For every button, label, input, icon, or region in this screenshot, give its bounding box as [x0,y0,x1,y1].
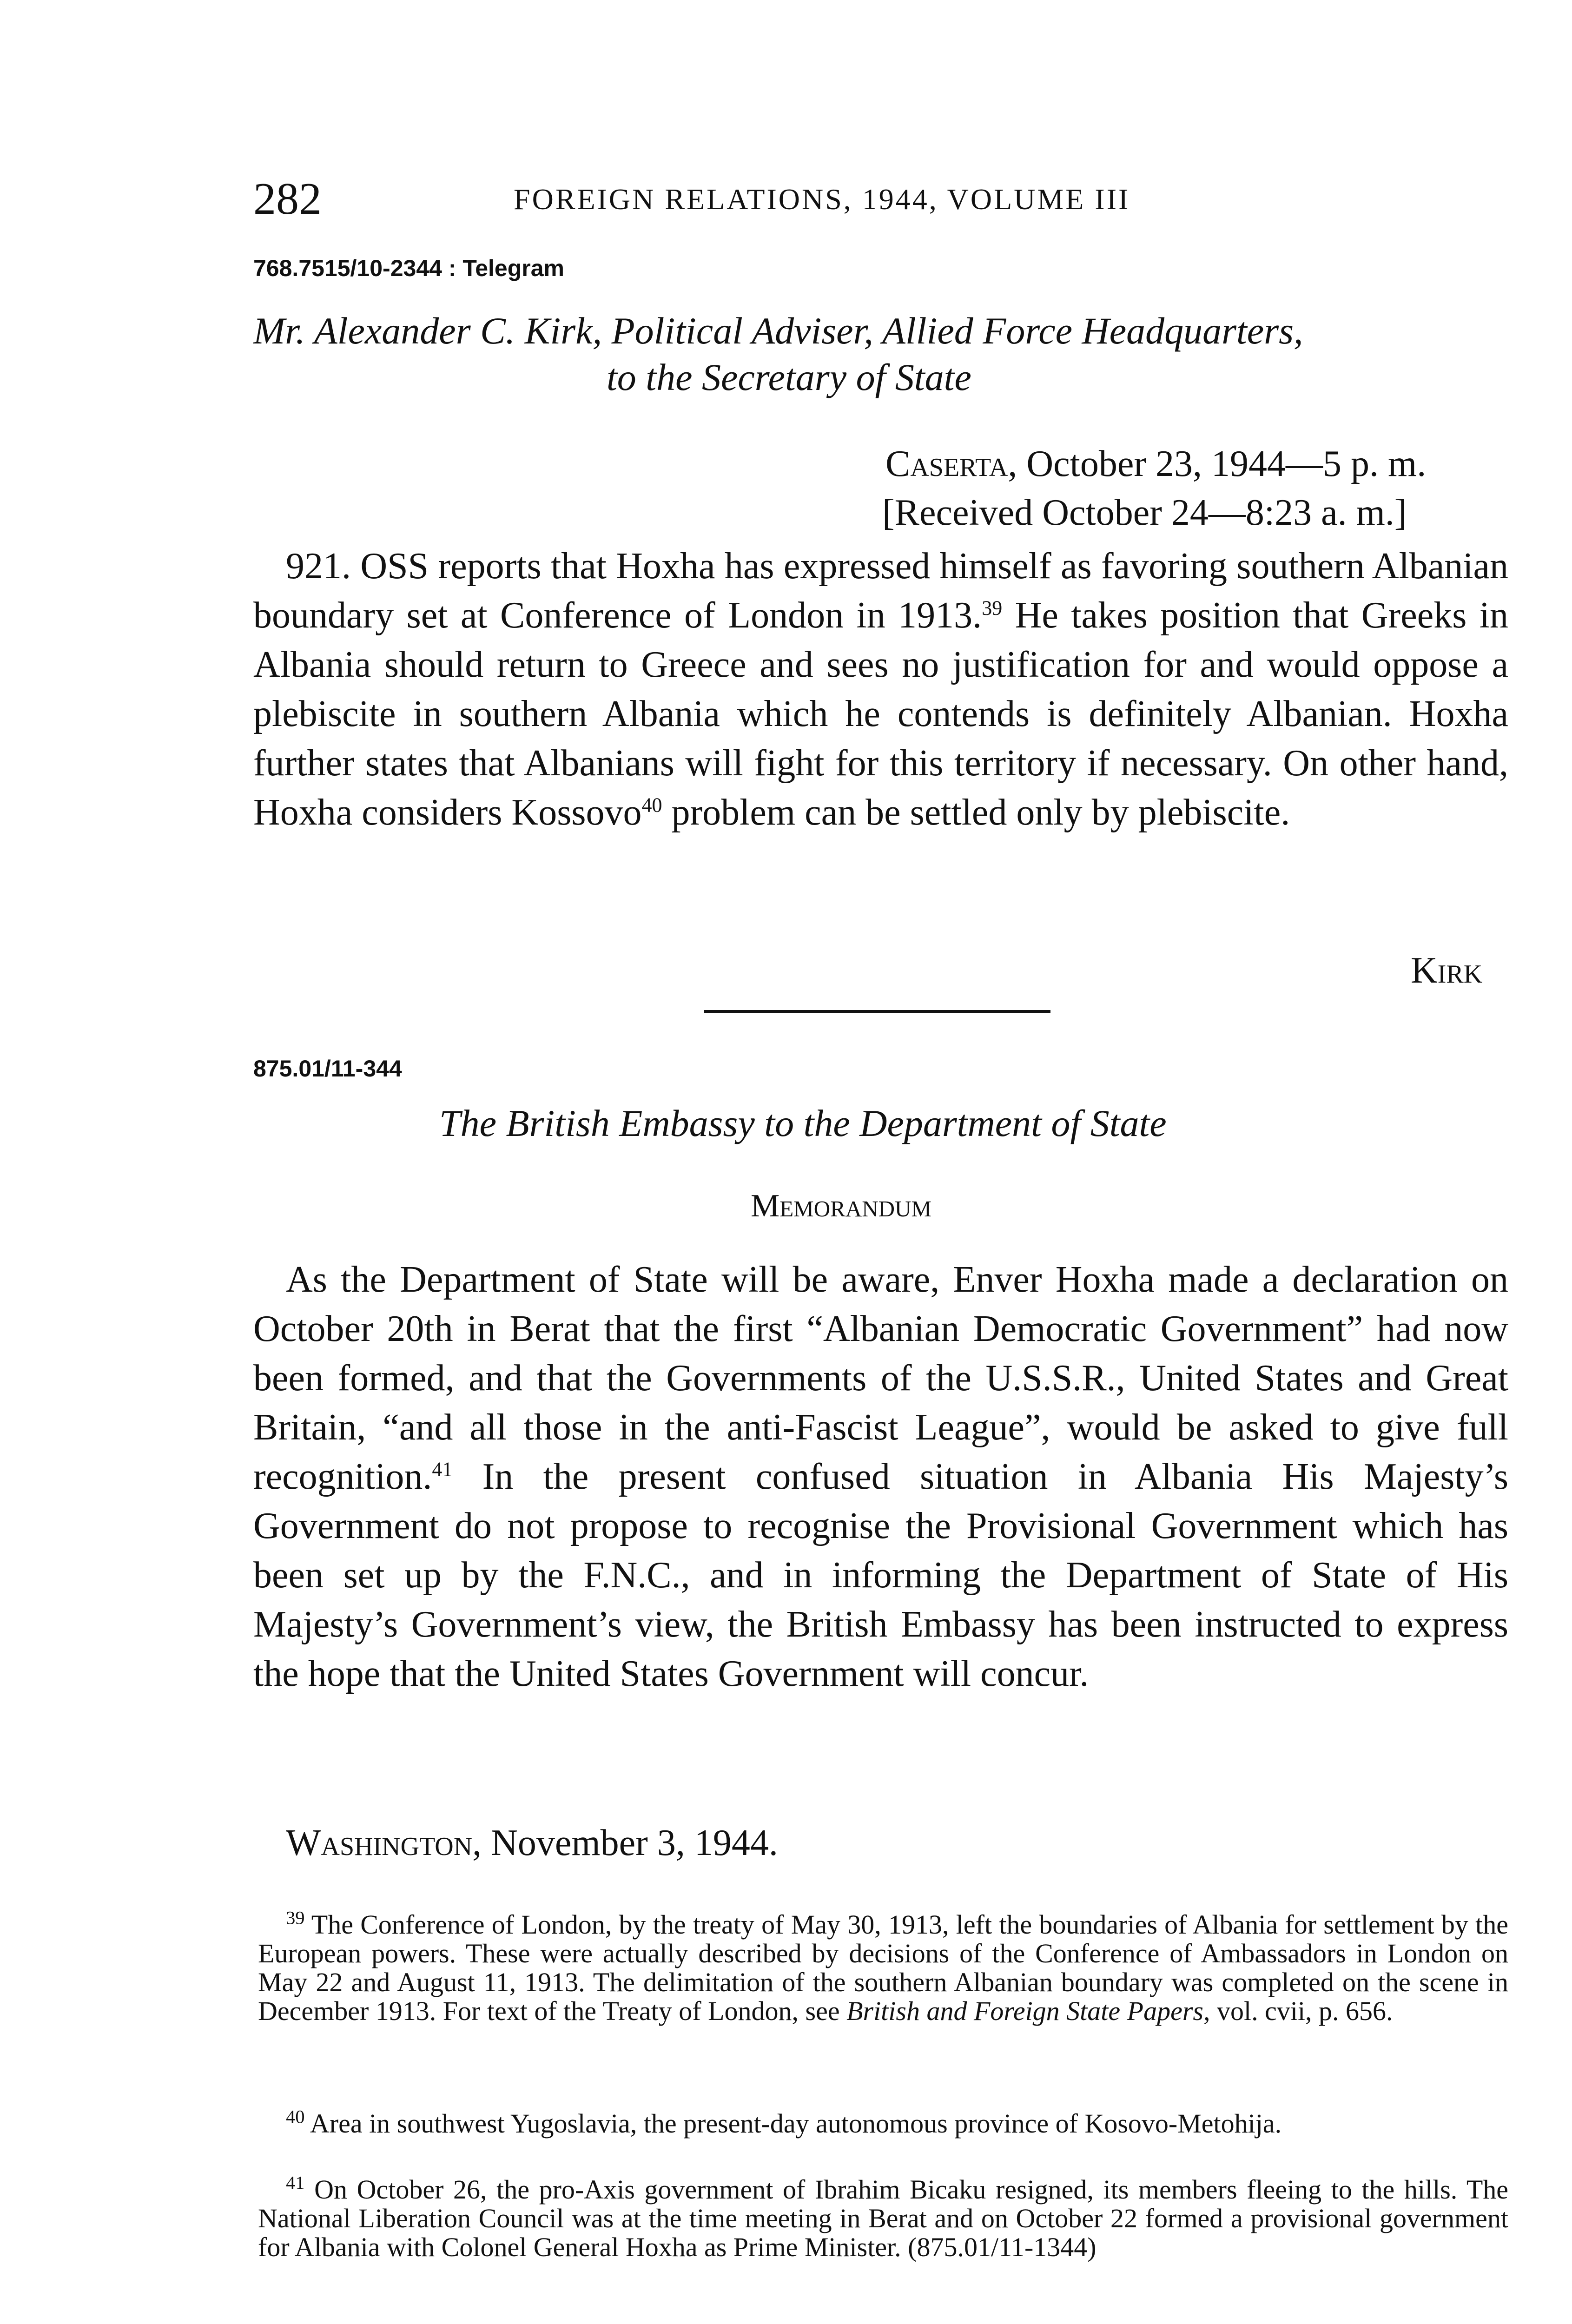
section-divider [704,1010,1050,1013]
footnote-ref-40: 40 [641,793,662,817]
page-number: 282 [253,174,322,224]
doc1-place: Caserta [885,443,1008,484]
doc1-signature: Kirk [1411,950,1483,991]
footnote-text: On October 26, the pro-Axis government of Ibrahim Bicaku resigned, its members fleeing to the hills. The National Liberation Council was at the time meeting in Berat and on October 22 formed a provisional government for Albania with Colonel General Hoxha as Prime Minister. (875.01/11-1344) [258,2174,1508,2262]
footnote-italic-title: British and Foreign State Papers [846,1996,1203,2026]
doc2-dateline [286,1818,778,1868]
doc2-body-part-b: In the present confused situation in Albania His Majesty’s Government do not propose to recognise the Provisional Government which has been set up by the F.N.C., and in informing the Department of State of His Majesty’s Government’s view, the British Embassy has been instructed to express the hope that the United States Government will concur. [253,1456,1508,1694]
doc2-date: , November 3, 1944. [472,1822,778,1863]
doc1-title-line2: to the Secretary of State [607,356,971,398]
doc1-body-part-c: problem can be settled only by plebiscite. [662,792,1290,833]
doc1-body-part-b: He takes position that Greeks in Albania should return to Greece and sees no justification for and would oppose a plebiscite in southern Albania which he contends is definitely Albanian. Hoxha further states that Albanians will fight for this territory if necessary. On other hand, Hoxha considers Kossovo [253,595,1509,833]
doc1-body [253,541,1508,837]
doc1-received: [Received October 24—8:23 a. m.] [882,492,1407,533]
running-title: FOREIGN RELATIONS, 1944, VOLUME III [514,183,1130,216]
footnote-ref-41: 41 [432,1458,453,1481]
footnote-41 [258,2172,1508,2262]
footnote-number: 41 [286,2172,305,2193]
doc1-file-id: 768.7515/10-2344 : Telegram [253,255,564,281]
footnote-text-end: , vol. cvii, p. 656. [1203,1996,1393,2026]
doc2-file-id: 875.01/11-344 [253,1056,402,1082]
doc1-date: , October 23, 1944—5 p. m. [1008,443,1427,484]
footnote-40 [258,2106,1508,2139]
doc2-place: Washington [286,1822,473,1863]
footnote-number: 40 [286,2106,305,2127]
doc2-body [253,1255,1508,1698]
doc2-title: The British Embassy to the Department of State [439,1102,1167,1144]
doc1-dateline [885,439,1426,489]
doc2-body-part-a: As the Department of State will be aware, Enver Hoxha made a declaration on October 20th in Berat that the first “Albanian Democratic Government” had now been formed, and that the Governments of the U.S.S.R., United States and Great Britain, “and all those in the anti-Fascist League”, would be asked to give full recognition. [253,1259,1508,1497]
footnote-number: 39 [286,1907,305,1928]
doc1-body-part-a: 921. OSS reports that Hoxha has expressed himself as favoring southern Albanian boundary set at Conference of London in 1913. [253,546,1508,636]
doc1-title-line1: Mr. Alexander C. Kirk, Political Adviser, Allied Force Headquarters, [253,310,1303,352]
footnote-ref-39: 39 [982,596,1003,620]
footnote-text: Area in southwest Yugoslavia, the present-day autonomous province of Kosovo-Metohija. [304,2108,1282,2139]
doc2-subtitle: Memorandum [751,1188,931,1224]
footnote-39 [258,1907,1508,2026]
footnote-text: The Conference of London, by the treaty of May 30, 1913, left the boundaries of Albania for settlement by the European powers. These were actually described by decisions of the Conference of Ambassadors in London on May 22 and August 11, 1913. The delimitation of the southern Albanian boundary was completed on the scene in December 1913. For text of the Treaty of London, see [258,1909,1508,2026]
